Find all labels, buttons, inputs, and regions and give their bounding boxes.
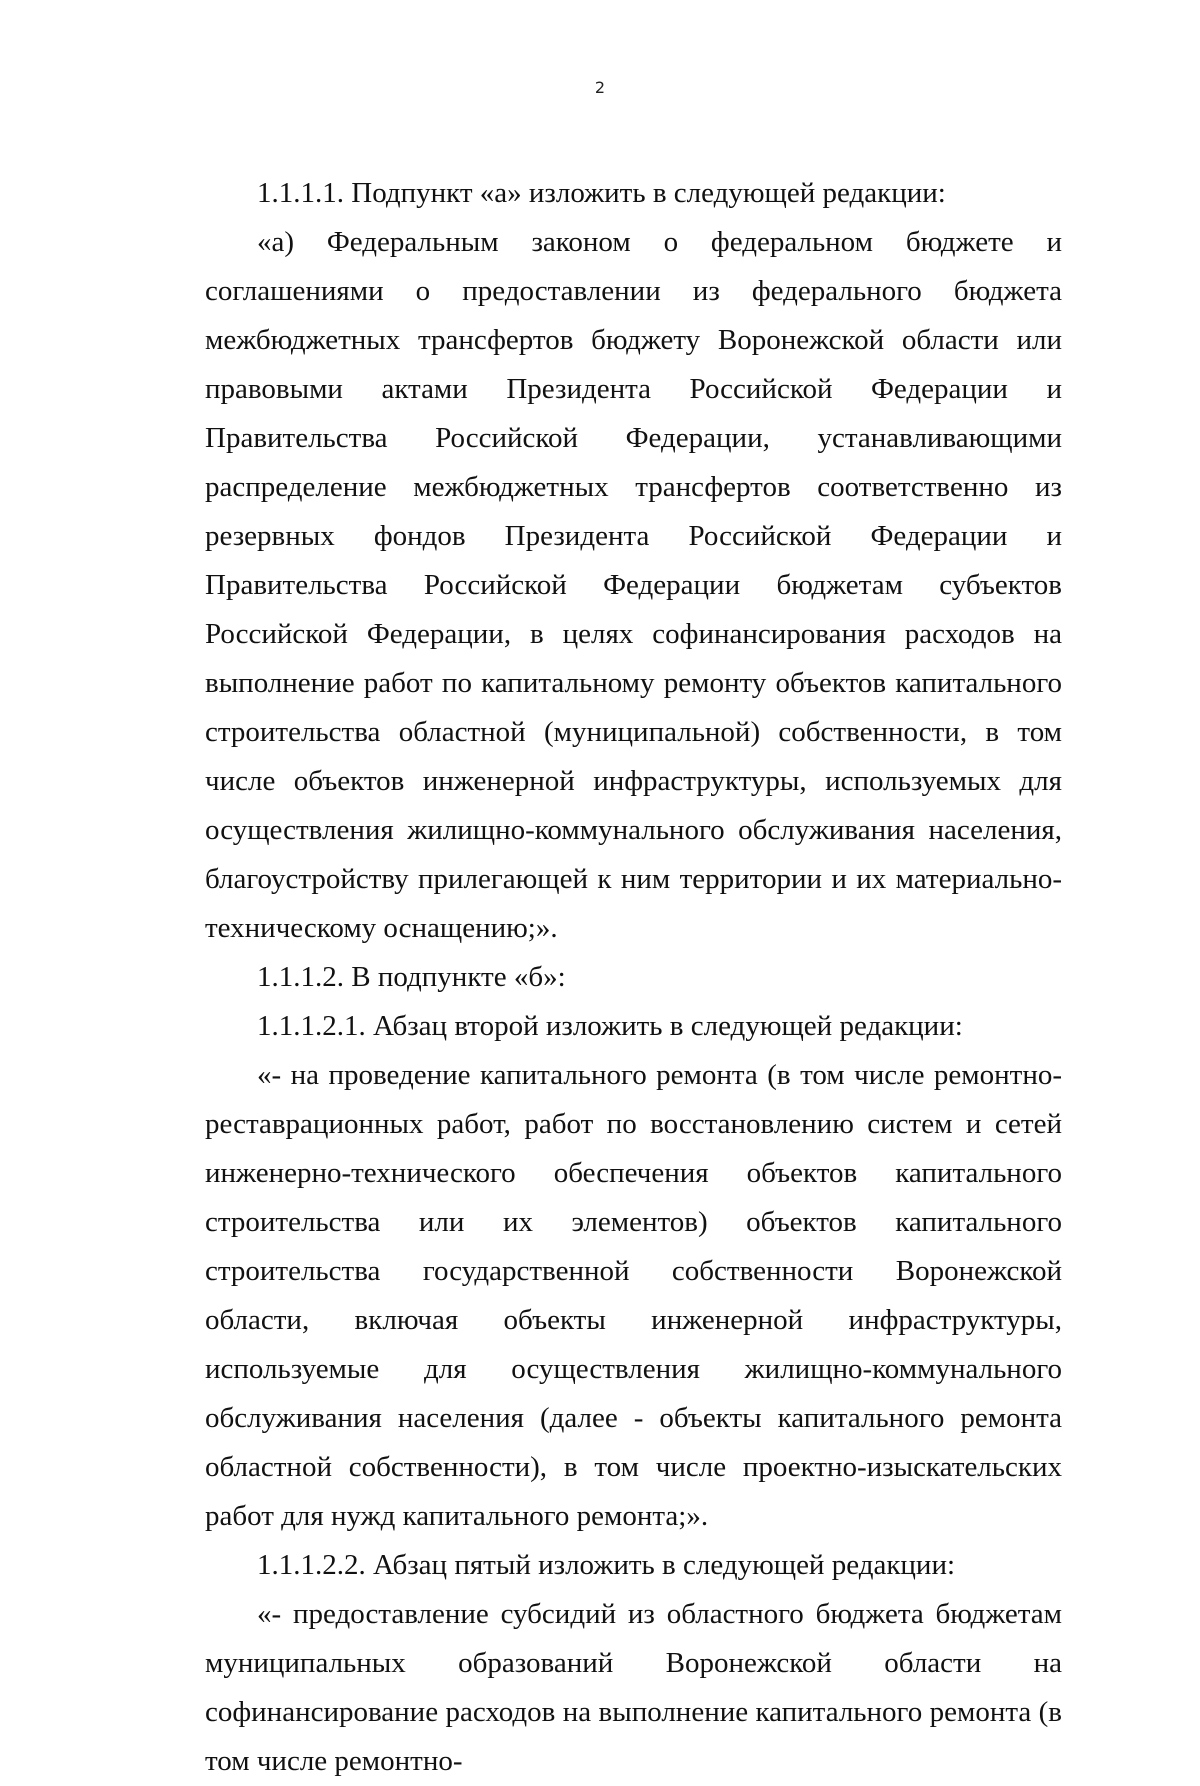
paragraph-1-1-1-2-2: 1.1.1.2.2. Абзац пятый изложить в следующей редакции: — [257, 1549, 956, 1581]
paragraph-1-1-1-1: 1.1.1.1. Подпункт «а» изложить в следующей редакции: — [257, 177, 946, 209]
document-body — [205, 169, 1062, 1786]
paragraph-subsidies: «- предоставление субсидий из областного бюджета бюджетам муниципальных образований Воронежской области на софинансирование расходов на выполнение капитального ремонта (в том числе ремонтно- — [205, 1598, 1062, 1777]
page-number: 2 — [594, 78, 606, 97]
paragraph-capital-repair: «- на проведение капитального ремонта (в том числе ремонтно-реставрационных работ, работ по восстановлению систем и сетей инженерно-технического обеспечения объектов капитального строительства или их элементов) объектов капитального строительства государственной собственности Воронежской области, включая объекты инженерной инфраструктуры, используемые для осуществления жилищно-коммунального обслуживания населения (далее - объекты капитального ремонта областной собственности), в том числе проектно-изыскательских работ для нужд капитального ремонта;». — [205, 1059, 1062, 1532]
paragraph-subitem-a: «а) Федеральным законом о федеральном бюджете и соглашениями о предоставлении из федерального бюджета межбюджетных трансфертов бюджету Воронежской области или правовыми актами Президента Российской Федерации и Правительства Российской Федерации, устанавливающими распределение межбюджетных трансфертов соответственно из резервных фондов Президента Российской Федерации и Правительства Российской Федерации бюджетам субъектов Российской Федерации, в целях софинансирования расходов на выполнение работ по капитальному ремонту объектов капитального строительства областной (муниципальной) собственности, в том числе объектов инженерной инфраструктуры, используемых для осуществления жилищно-коммунального обслуживания населения, благоустройству прилегающей к ним территории и их материально-техническому оснащению;». — [205, 226, 1062, 944]
paragraph-1-1-1-2: 1.1.1.2. В подпункте «б»: — [257, 961, 566, 993]
paragraph-1-1-1-2-1: 1.1.1.2.1. Абзац второй изложить в следующей редакции: — [257, 1010, 963, 1042]
